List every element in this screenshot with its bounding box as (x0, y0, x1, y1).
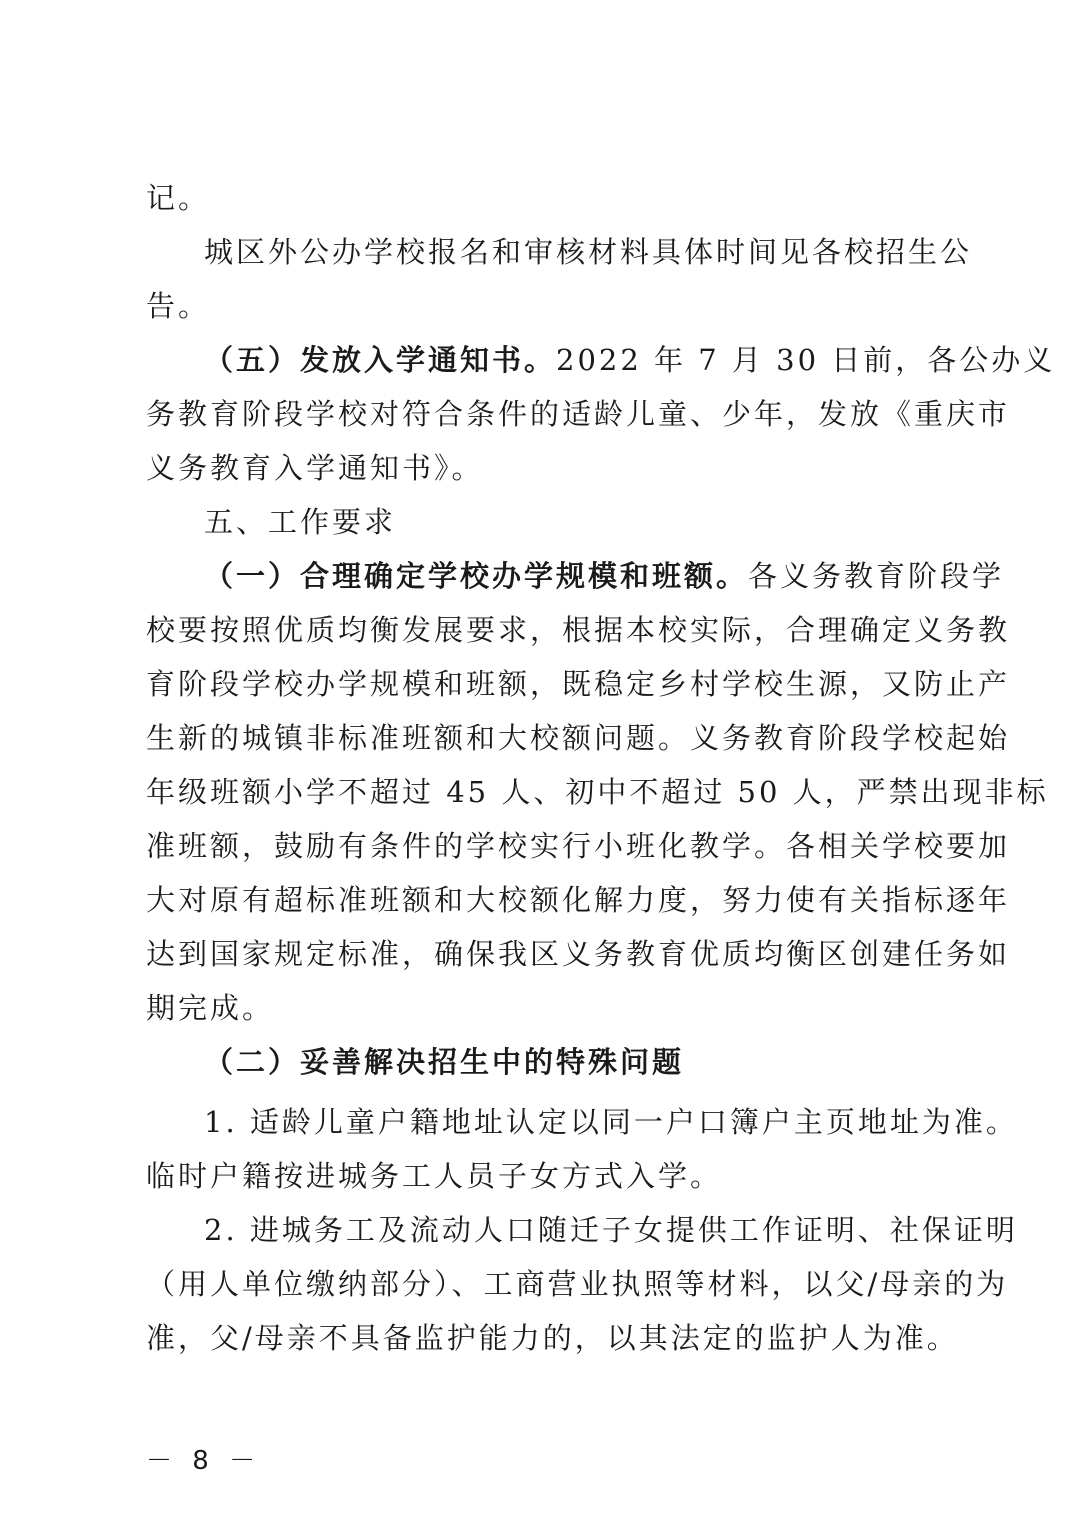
body-line: 记。 (146, 181, 211, 215)
body-line: 1. 适龄儿童户籍地址认定以同一户口簿户主页地址为准。 (204, 1105, 1018, 1139)
section-heading-line: （一）合理确定学校办学规模和班额。各义务教育阶段学 (204, 559, 1005, 593)
section-heading-line: （五）发放入学通知书。2022 年 7 月 30 日前，各公办义 (204, 343, 1056, 377)
body-line: 告。 (146, 289, 211, 323)
body-line: 2. 进城务工及流动人口随迁子女提供工作证明、社保证明 (204, 1213, 1018, 1247)
page-number: － 8 － (146, 1446, 262, 1476)
body-line: 育阶段学校办学规模和班额，既稳定乡村学校生源，又防止产 (146, 667, 1011, 701)
body-line: 达到国家规定标准，确保我区义务教育优质均衡区创建任务如 (146, 937, 1011, 971)
body-line: 校要按照优质均衡发展要求，根据本校实际，合理确定义务教 (146, 613, 1011, 647)
body-line: 年级班额小学不超过 45 人、初中不超过 50 人，严禁出现非标 (146, 775, 1049, 809)
section-heading: （五）发放入学通知书。 (204, 343, 557, 377)
body-line: 大对原有超标准班额和大校额化解力度，努力使有关指标逐年 (146, 883, 1011, 917)
body-line: 期完成。 (146, 991, 275, 1025)
section-heading: （二）妥善解决招生中的特殊问题 (204, 1045, 685, 1079)
body-line: 临时户籍按进城务工人员子女方式入学。 (146, 1159, 723, 1193)
body-line: 准班额，鼓励有条件的学校实行小班化教学。各相关学校要加 (146, 829, 1011, 863)
body-line: 生新的城镇非标准班额和大校额问题。义务教育阶段学校起始 (146, 721, 1011, 755)
chapter-heading: 五、工作要求 (204, 505, 397, 539)
body-line: 城区外公办学校报名和审核材料具体时间见各校招生公 (204, 235, 973, 269)
body-line: 义务教育入学通知书》。 (146, 451, 484, 485)
body-line: 务教育阶段学校对符合条件的适龄儿童、少年，发放《重庆市 (146, 397, 1011, 431)
body-line: 准，父/母亲不具备监护能力的，以其法定的监护人为准。 (146, 1321, 959, 1355)
section-heading: （一）合理确定学校办学规模和班额。 (204, 559, 749, 593)
body-line: （用人单位缴纳部分）、工商营业执照等材料，以父/母亲的为 (146, 1267, 1009, 1301)
section-heading-line (204, 1042, 684, 1082)
